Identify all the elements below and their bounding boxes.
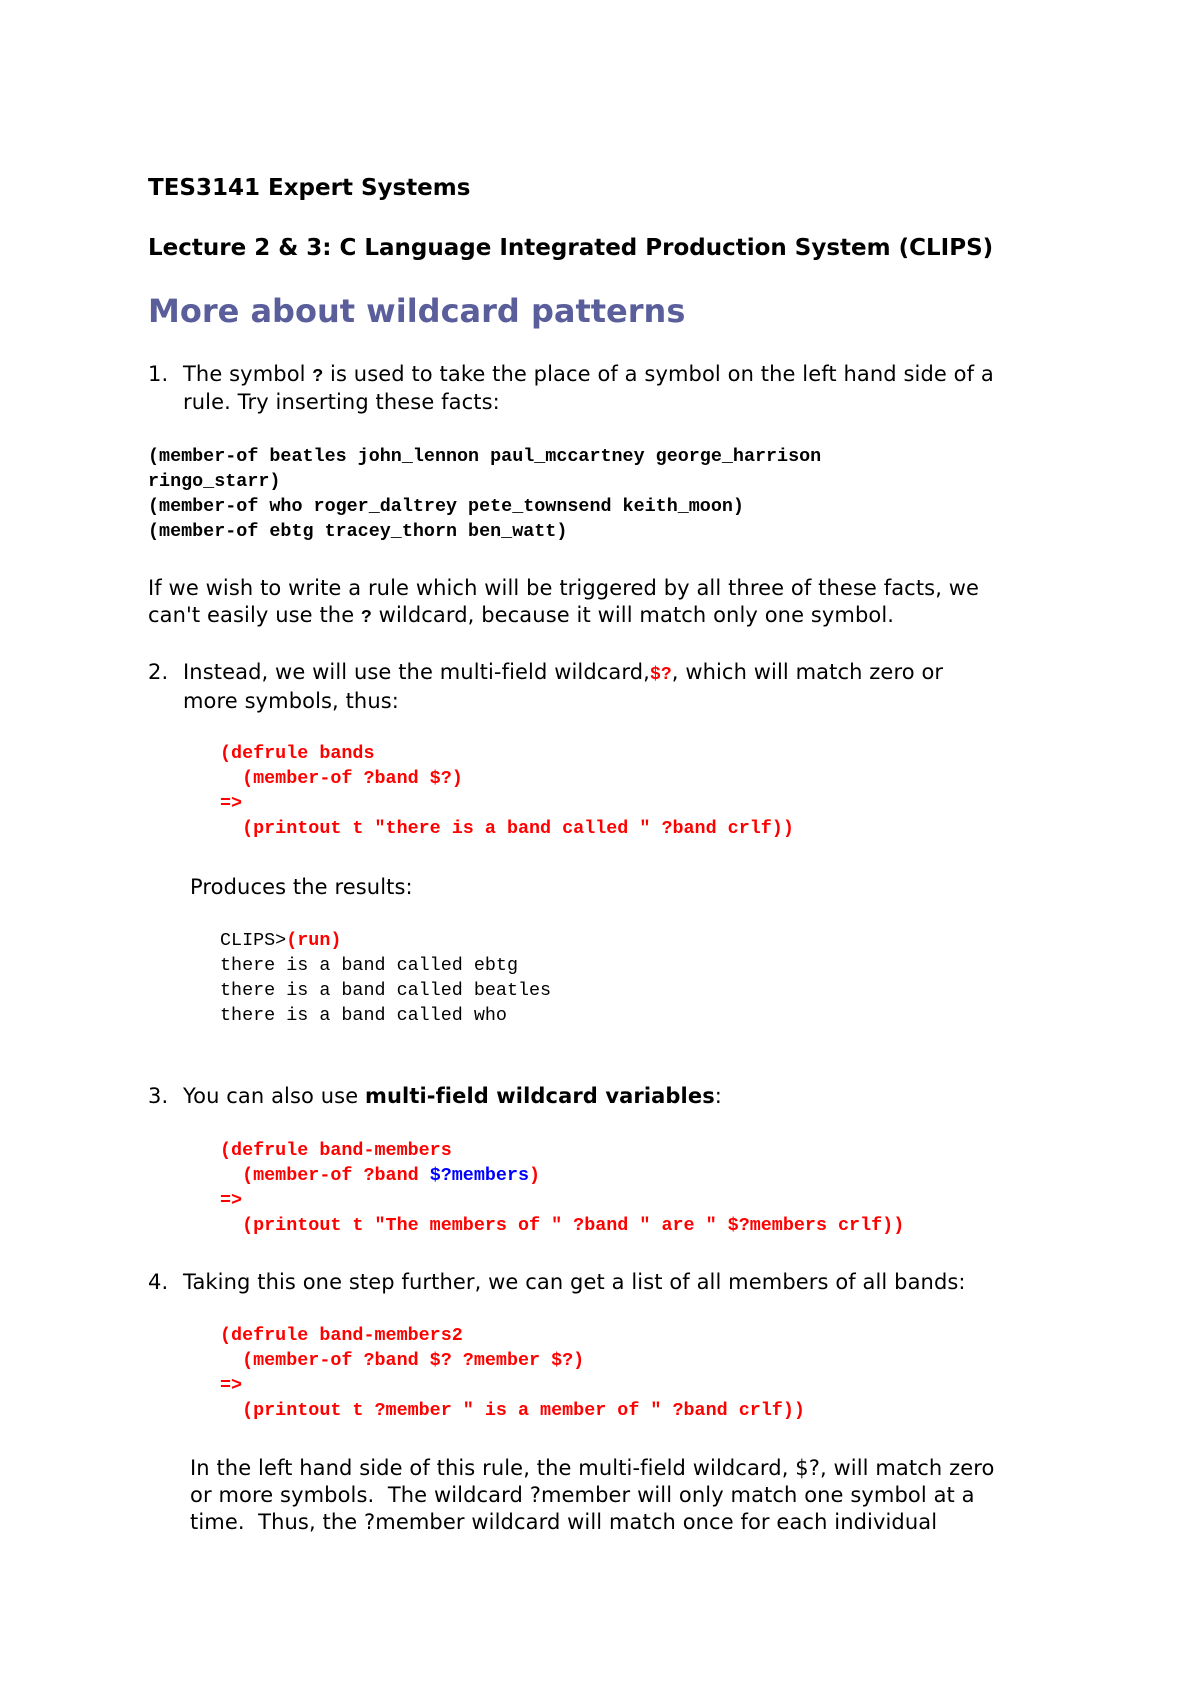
code-line: => [220, 1375, 243, 1396]
paragraph-1-line-2: can't easily use the ? wildcard, because it will match only one symbol. [148, 603, 895, 628]
wildcard-symbol: ? [361, 608, 372, 628]
code-line: (defrule band-members2 [220, 1325, 463, 1346]
output-line: there is a band called who [220, 1005, 507, 1026]
bold-term: multi-field wildcard variables [364, 1084, 715, 1108]
code-line: (defrule bands [220, 743, 375, 764]
code-line: (printout t "The members of " ?band " are " $?members crlf)) [220, 1215, 905, 1236]
clips-prompt-line: CLIPS>(run) [220, 930, 342, 951]
course-title: TES3141 Expert Systems [148, 175, 471, 201]
paragraph-1-line-1: If we wish to write a rule which will be triggered by all three of these facts, we [148, 576, 980, 600]
lecture-title: Lecture 2 & 3: C Language Integrated Production System (CLIPS) [148, 235, 994, 261]
code-line: (member-of ?band $?members) [220, 1165, 541, 1186]
item-4-number: 4. [148, 1270, 169, 1294]
produces-text: Produces the results: [190, 875, 413, 899]
item-1-line-2: rule. Try inserting these facts: [183, 390, 500, 414]
item-3-line: You can also use multi-field wildcard variables: [183, 1084, 722, 1108]
multifield-symbol: $? [649, 665, 672, 685]
item-2-line-1: Instead, we will use the multi-field wildcard,$?, which will match zero or [183, 660, 944, 685]
fact-line: ringo_starr) [148, 471, 281, 492]
run-command: (run) [286, 930, 342, 951]
section-title: More about wildcard patterns [148, 292, 686, 330]
fact-line: (member-of beatles john_lennon paul_mccartney george_harrison [148, 446, 822, 467]
code-line: => [220, 793, 243, 814]
code-line: (member-of ?band $?) [220, 768, 463, 789]
code-line: (defrule band-members [220, 1140, 452, 1161]
multifield-variable: $?members [429, 1165, 530, 1186]
fact-line: (member-of who roger_daltrey pete_townsend keith_moon) [148, 496, 744, 517]
item-1-line-1: The symbol ? is used to take the place of a symbol on the left hand side of a [183, 362, 994, 387]
code-line: (printout t "there is a band called " ?band crlf)) [220, 818, 794, 839]
code-line: (member-of ?band $? ?member $?) [220, 1350, 585, 1371]
code-line: => [220, 1190, 243, 1211]
paragraph-2-line: In the left hand side of this rule, the multi-field wildcard, $?, will match zero [190, 1456, 995, 1480]
paragraph-2-line: time. Thus, the ?member wildcard will match once for each individual [190, 1510, 938, 1534]
code-line: (printout t ?member " is a member of " ?band crlf)) [220, 1400, 805, 1421]
item-3-number: 3. [148, 1084, 169, 1108]
item-4-line: Taking this one step further, we can get a list of all members of all bands: [183, 1270, 966, 1294]
wildcard-symbol: ? [312, 367, 324, 387]
output-line: there is a band called beatles [220, 980, 552, 1001]
item-1-number: 1. [148, 362, 169, 386]
output-line: there is a band called ebtg [220, 955, 518, 976]
paragraph-2-line: or more symbols. The wildcard ?member will only match one symbol at a [190, 1483, 975, 1507]
item-2-line-2: more symbols, thus: [183, 689, 399, 713]
item-2-number: 2. [148, 660, 169, 684]
fact-line: (member-of ebtg tracey_thorn ben_watt) [148, 521, 568, 542]
